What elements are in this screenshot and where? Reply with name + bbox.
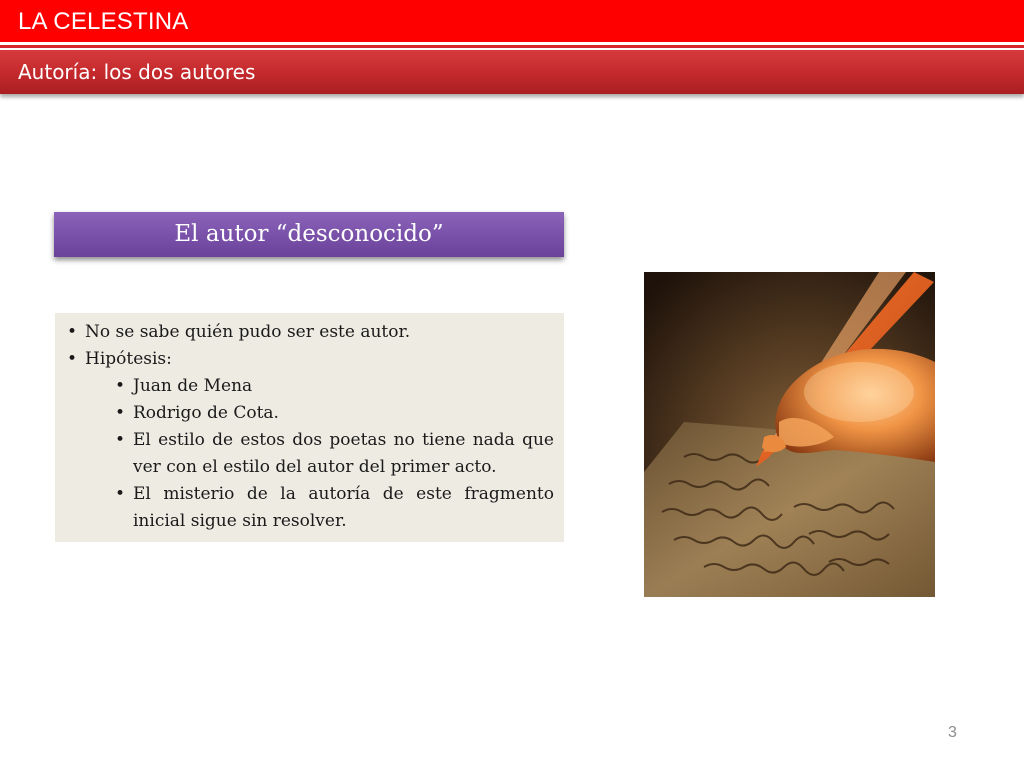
slide-subtitle: Autoría: los dos autores [18,60,256,84]
sub-bullet-item: • El misterio de la autoría de este fragmento inicial sigue sin resolver. [115,481,554,535]
bullet-item: • No se sabe quién pudo ser este autor. [67,319,554,346]
bullet-item-label: Hipótesis: [85,349,172,369]
section-heading-box [54,212,564,257]
top-title-bar [0,0,1024,42]
hand-writing-with-quill-icon [644,272,935,597]
bullet-item [67,346,554,535]
presentation-title: LA CELESTINA [18,8,189,35]
section-heading: El autor “desconocido” [174,220,444,247]
subtitle-bar [0,50,1024,94]
page-number: 3 [948,724,957,741]
sub-bullet-item: • Juan de Mena [115,373,554,400]
sub-bullet-item: • Rodrigo de Cota. [115,400,554,427]
sub-bullet-list [85,373,554,535]
bullet-content-box [55,313,564,542]
bullet-list [67,319,554,535]
divider-rule [0,45,1024,48]
sub-bullet-item: • El estilo de estos dos poetas no tiene nada que ver con el estilo del autor del primer acto. [115,427,554,481]
quill-writing-image [644,272,935,597]
